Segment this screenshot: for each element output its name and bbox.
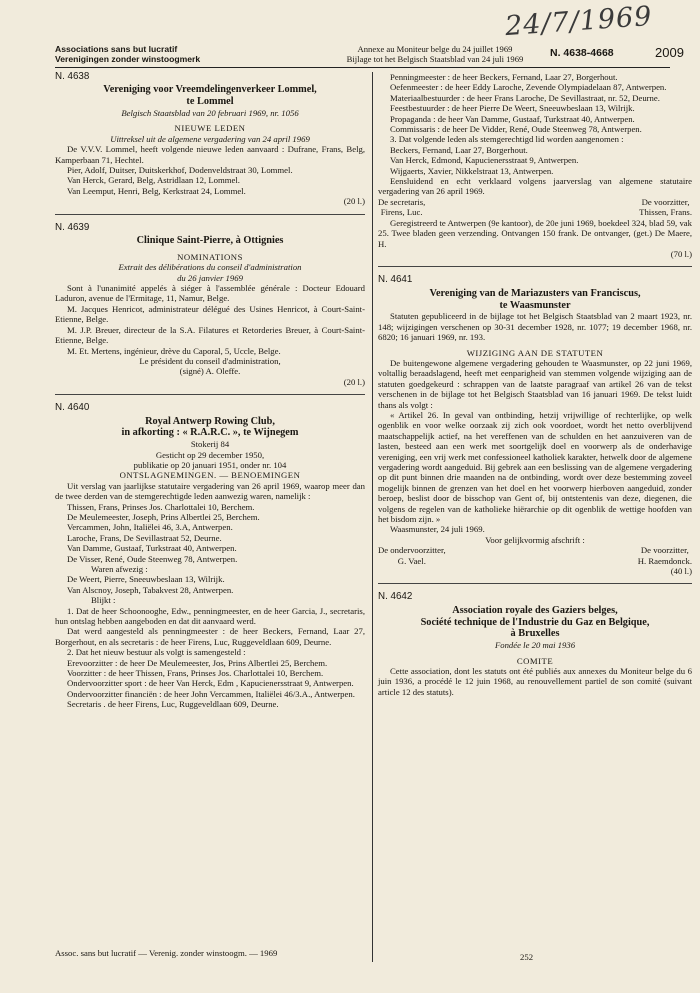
left-column: N. 4638 Vereniging voor Vreemdelingenverkeer Lommel, te Lommel Belgisch Staatsblad van 20 februari 1969, nr. 1056 NIEUWE LEDEN Uittreksel uit de algemene vergadering van 24 april 1969 De V.V.V. Lommel, heeft volgende nieuwe leden aanvaard : Dufrane, Frans, Belg, Kamperbaan 71, Hechtel. Pier, Adolf, Duitser, Duitskerkhof, Dodenveldstraat 30, Lommel. Van Herck, Gerard, Belg, Astridlaan 12, Lommel. Van Leemput, Henri, Belg, Kerkstraat 24, Lommel. (20 l.) N. 4639 Clinique Saint-Pierre, à Ottignies NOMINATIONS Extrait des délibérations du conseil d'administration du 26 janvier 1969 Sont à l'unanimité appelés à siéger à l'assemblée générale : Docteur Edouard Laduron, avenue de l'Ermitage, 11, Namur, Belge. M. Jacques Henricot, administrateur délégué des Usines Henricot, à Court-Saint-Etienne, Belge. M. J.P. Breuer, directeur de la S.A. Filatures et Retorderies Breuer, à Court-Saint-Etienne, Belge. M. Et. Mertens, ingénieur, drève du Caporal, 5, Uccle, Belge. Le président du conseil d'administration, (signé) A. Oleffe. (20 l.) N. 4640 Royal Antwerp Rowing Club, in afkorting : « R.A.R.C. », te Wijnegem Stokerij 84 Gesticht op 29 december 1950, publikatie op 20 januari 1951, onder nr. 104 ONTSLAGNEMINGEN. — BENOEMINGEN Uit verslag van jaarlijkse statutaire vergadering van 26 april 1969, waarop meer dan de twee derden van de stemgerechtigde leden aanwezig waren, namelijk : Thissen, Frans, Prinses Jos. Charlottalei 10, Berchem. De Meulemeester, Joseph, Prins Albertlei 25, Berchem. Vercammen, John, Italiëlei 46, 3.A, Antwerpen. Laroche, Frans, De Sevillastraat 52, Deurne. Van Damme, Gustaaf, Turkstraat 40, Antwerpen. De Visser, René, Oude Steenweg 78, Antwerpen. Waren afwezig : De Weert, Pierre, Sneeuwbeslaan 13, Wilrijk. Van Alscnoy, Joseph, Tabakvest 28, Antwerpen. Blijkt : 1. Dat de heer Schoonooghe, Edw., penningmeester, en de heer Garcia, J., secretaris, hun ontslag hebben aangeboden en dat dit aanvaard werd. Dat werd aangesteld als penningmeester : de heer Beckers, Fernand, Laar 27, Borgerhout, en als secretaris : de heer Firens, Luc, Ruggeveldlaan 609, Deurne. 2. Dat het nieuw bestuur als volgt is samengesteld : Erevoorzitter : de heer De Meulemeester, Jos, Prins Albertlei 25, Berchem. Voorzitter : de heer Thissen, Frans, Prinses Jos. Charlottalei 10, Berchem. Ondervoorzitter sport : de heer Van Herck, Edm , Kapucienersstraat 9, Antwerpen. Ondervoorzitter financiën : de heer John Vercammen, Italiëlei 46/3.A., Antwerpen. Secretaris . de heer Firens, Luc, Ruggeveldlaan 609, Deurne. [55,71,365,710]
separator [55,214,365,215]
separator [378,583,692,584]
header-center: Annexe au Moniteur belge du 24 juillet 1969 Bijlage tot het Belgisch Staatsblad van 24 juli 1969 [346,44,524,64]
column-divider [372,72,373,962]
notice-number: N. 4640 [55,402,90,414]
fee-label: (20 l.) [343,196,365,207]
notice-publication: Belgisch Staatsblad van 20 februari 1969, nr. 1056 [121,108,299,118]
notice-title: Vereniging van de Mariazusters van Franciscus, [429,287,641,299]
handwritten-date: 24/7/1969 [504,0,654,43]
separator [55,394,365,395]
notice-title: Association royale des Gaziers belges, [452,604,618,616]
footer-text: Assoc. sans but lucratif — Verenig. zonder winstoogm. — 1969 [55,948,278,958]
section-heading: WIJZIGING AAN DE STATUTEN [466,347,604,358]
fee-label: (40 l.) [670,566,692,577]
signature-block: De ondervoorzitter, G. Vael. De voorzitter, H. Raemdonck. [378,545,692,566]
notice-title: Vereniging voor Vreemdelingenverkeer Lommel, [103,84,317,96]
notice-title: Clinique Saint-Pierre, à Ottignies [136,235,284,247]
section-heading: COMITE [516,655,554,666]
header-page: 2009 [655,45,684,60]
notice-title: Royal Antwerp Rowing Club, [145,415,275,427]
notice-title: te Lommel [186,96,234,108]
section-heading: NIEUWE LEDEN [174,123,246,134]
fee-label: (20 l.) [343,376,365,387]
notice-title: te Waasmunster [499,299,571,311]
section-heading: NOMINATIONS [177,251,243,262]
page-header [55,44,690,66]
notice-title: in afkorting : « R.A.R.C. », te Wijnegem [121,427,299,439]
header-numbers: N. 4638-4668 [550,47,614,59]
notice-number: N. 4639 [55,221,90,233]
notice-title: Société technique de l'Industrie du Gaz en Belgique, [420,616,650,628]
section-subtitle: Uittreksel uit de algemene vergadering van 24 april 1969 [110,133,310,144]
notice-number: N. 4641 [378,274,413,286]
separator [378,266,692,267]
section-heading: ONTSLAGNEMINGEN. — BENOEMINGEN [119,470,301,481]
page-number: 252 [520,952,534,962]
header-rule [55,67,670,68]
right-column: Penningmeester : de heer Beckers, Fernand, Laar 27, Borgerhout. Oefenmeester : de heer Eddy Laroche, Zevende Olympiadelaan 87, Antwerpen. Materiaalbestuurder : de heer Frans Laroche, De Sevillastraat, nr. 52, Deurne. Feestbestuurder : de heer Pierre De Weert, Sneeuwbeslaan 13, Wilrijk. Propaganda : de heer Van Damme, Gustaaf, Turkstraat 40, Antwerpen. Commissaris : de heer De Vidder, René, Oude Steenweg 78, Antwerpen. 3. Dat volgende leden als stemgerechtigd lid worden aangenomen : Beckers, Fernand, Laar 27, Borgerhout. Van Herck, Edmond, Kapucienersstraat 9, Antwerpen. Wijgaerts, Xavier, Nikkelstraat 13, Antwerpen. Eensluidend en echt verklaard volgens jaarverslag van algemene statutaire vergadering van 26 april 1969. De secretaris, Firens, Luc. De voorzitter, Thissen, Frans. Geregistreerd te Antwerpen (9e kantoor), de 20e juni 1969, boekdeel 324, blad 59, vak 25. Twee bladen geen verzending. Ontvangen 150 frank. De ontvanger, (get.) De Maere, H. (70 l.) N. 4641 Vereniging van de Mariazusters van Franciscus, te Waasmunster Statuten gepubliceerd in de bijlage tot het Belgisch Staatsblad van 2 maart 1923, nr. 148; wijzigingen verschenen op 30-31 december 1928, nr. 1077; 19 december 1968, nr. 6820; 16 januari 1969, nr. 193. WIJZIGING AAN DE STATUTEN De buitengewone algemene vergadering gehouden te Waasmunster, op 22 juni 1969, voltallig beraadslagend, heeft met eenparigheid van stemmen volgende wijziging aan de statuten goedgekeurd : schrappen van de laatste paragraaf van artikel 26 van de tekst verschenen in de bijlage tot het Belgisch Staatsblad van 16 januari 1969. De tekst luidt thans als volgt : « Artikel 26. In geval van ontbinding, hetzij vrijwillige of rechterlijke, op welk ogenblik en voor welke oorzaak zij zich ook voordoet, wordt het netto overblijvend maatschappelijk actief, na het vereffenen van de schulden en het aanzuiveren van de lasten, besteed aan een werk met soortgelijk doel en voorwerp als de onderhavige vereniging, een vrij werk met confessioneel katholiek karakter, hetwelk door de algemene vergadering wordt aangeduid. Bij gebrek aan een beslissing van de algemene vergadering op dit punt binnen drie maanden na de ontbinding, wordt over deze bestemming zoveel mogelijk binnen de grenzen van het doel en het voorwerp hierboven aangeduid, zonder beroep, beslist door de bisschop van Gent of, bij ontstentenis van deze, diegenen, die volgens de regelen van de katholieke hiërarchie op dit ogenblik de wettige hoofden van het bisdom zijn. » Waasmunster, 24 juli 1969. Voor gelijkvormig afschrift : De ondervoorzitter, G. Vael. De voorzitter, H. Raemdonck. (40 l.) N. 4642 Association royale des Gaziers belges, Société technique de l'Industrie du Gaz en Belgique, à Bruxelles Fondée le 20 mai 1936 COMITE Cette association, dont les statuts ont été publiés aux annexes du Moniteur belge du 6 juin 1936, a procédé le 12 juin 1968, au renouvellement partiel de son comité (suivant article 12 des statuts). [378,72,692,697]
signature-block: De secretaris, Firens, Luc. De voorzitter, Thissen, Frans. [378,196,692,218]
notice-number: N. 4638 [55,71,90,82]
notice-title: à Bruxelles [510,628,560,640]
notice-number: N. 4642 [378,591,413,603]
fee-label: (70 l.) [670,248,692,259]
header-left: Associations sans but lucratif Verenigingen zonder winstoogmerk [55,44,201,64]
